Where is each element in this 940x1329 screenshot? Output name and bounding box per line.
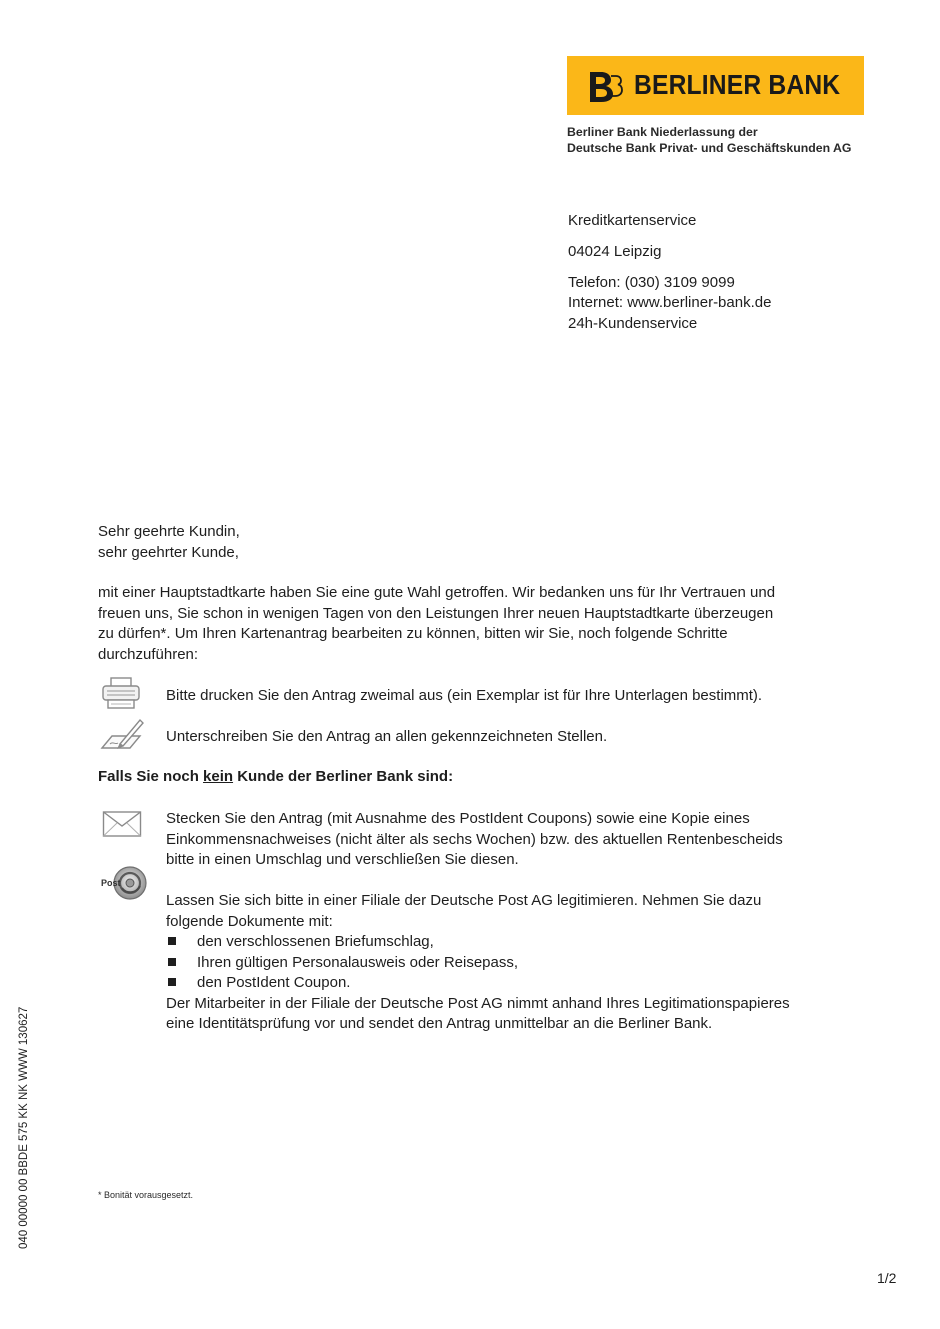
- intro-line: durchzuführen:: [98, 645, 199, 663]
- postident-line: Der Mitarbeiter in der Filiale der Deutsche Post AG nimmt anhand Ihres Legitimationspapieres: [166, 994, 790, 1012]
- contact-internet: Internet: www.berliner-bank.de: [568, 294, 772, 311]
- document-code: 040 00000 00 BBDE 575 KK NK WWW 130627: [18, 1006, 30, 1249]
- pen-sign-icon: [100, 716, 146, 750]
- salutation-line-1: Sehr geehrte Kundin,: [98, 523, 240, 540]
- intro-line: freuen uns, Sie schon in wenigen Tagen von den Leistungen Ihrer neuen Hauptstadtkarte überzeugen: [98, 604, 774, 622]
- heading-before: Falls Sie noch: [98, 768, 204, 785]
- contact-service: 24h-Kundenservice: [568, 315, 698, 332]
- heading-underlined: kein: [203, 768, 234, 785]
- intro-line: mit einer Hauptstadtkarte haben Sie eine gute Wahl getroffen. Wir bedanken uns für Ihr Vertrauen und: [98, 584, 776, 601]
- step-sign-text: Unterschreiben Sie den Antrag an allen gekennzeichneten Stellen.: [166, 728, 608, 745]
- post-horn-icon: [100, 864, 150, 904]
- salutation: [98, 522, 240, 563]
- contact-department: Kreditkartenservice: [568, 212, 697, 229]
- printer-icon: [100, 676, 142, 710]
- postident-line: folgende Dokumente mit:: [166, 912, 333, 930]
- page-number: 1/2: [877, 1270, 897, 1286]
- berliner-bank-logo: [567, 56, 864, 115]
- bullet-square-icon: [168, 958, 176, 966]
- salutation-line-2: sehr geehrter Kunde,: [98, 543, 239, 561]
- document-list-item: den PostIdent Coupon.: [166, 973, 790, 994]
- bb-logo-mark-icon: [587, 68, 623, 104]
- logo-wordmark: BERLINER BANK: [634, 69, 841, 100]
- heading-after: Kunde der Berliner Bank sind:: [233, 768, 454, 785]
- postident-line: eine Identitätsprüfung vor und sendet den Antrag unmittelbar an die Berliner Bank.: [166, 1015, 713, 1032]
- entity-line-1: Berliner Bank Niederlassung der: [567, 125, 758, 139]
- envelope-line: Einkommensnachweises (nicht älter als sechs Wochen) bzw. des aktuellen Rentenbescheids: [166, 830, 783, 848]
- envelope-line: bitte in einen Umschlag und verschließen Sie diesen.: [166, 851, 519, 868]
- envelope-line: Stecken Sie den Antrag (mit Ausnahme des PostIdent Coupons) sowie eine Kopie eines: [166, 810, 750, 827]
- contact-city: 04024 Leipzig: [568, 243, 662, 260]
- intro-line: zu dürfen*. Um Ihren Kartenantrag bearbeiten zu können, bitten wir Sie, noch folgende Schritte: [98, 625, 728, 642]
- section-heading: [98, 767, 453, 788]
- post-icon-label: Post: [101, 878, 121, 888]
- legal-entity: [567, 124, 852, 156]
- bullet-square-icon: [168, 937, 176, 945]
- step-print-text: Bitte drucken Sie den Antrag zweimal aus (ein Exemplar ist für Ihre Unterlagen bestimmt).: [166, 687, 763, 704]
- envelope-paragraph: [166, 809, 783, 871]
- contact-phone: Telefon: (030) 3109 9099: [568, 274, 735, 291]
- envelope-icon: [102, 810, 142, 838]
- footnote: * Bonität vorausgesetzt.: [98, 1190, 194, 1200]
- postident-line: Lassen Sie sich bitte in einer Filiale der Deutsche Post AG legitimieren. Nehmen Sie dazu: [166, 892, 762, 909]
- postident-paragraph: [166, 891, 790, 1035]
- document-list-item: den verschlossenen Briefumschlag,: [166, 932, 790, 953]
- entity-line-2: Deutsche Bank Privat- und Geschäftskunden AG: [567, 141, 852, 155]
- bullet-square-icon: [168, 978, 176, 986]
- intro-paragraph: [98, 583, 775, 665]
- document-list-item: Ihren gültigen Personalausweis oder Reisepass,: [166, 953, 790, 974]
